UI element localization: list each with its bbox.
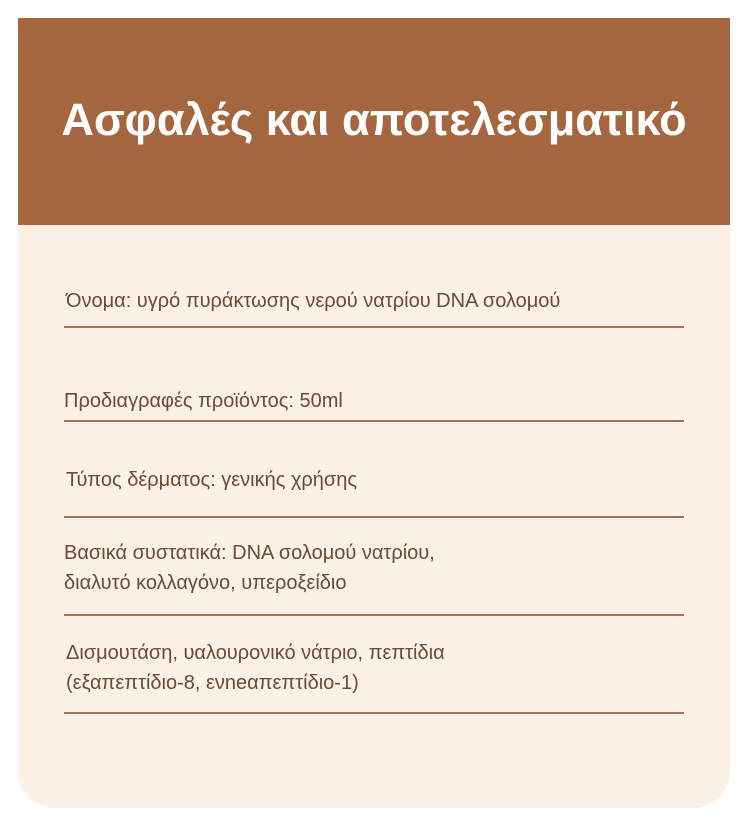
spec-name xyxy=(66,286,560,316)
spec-skin-type xyxy=(66,465,357,495)
divider xyxy=(64,420,684,422)
spec-skin-type-line: Τύπος δέρματος: γενικής χρήσης xyxy=(66,469,358,491)
divider xyxy=(64,712,684,714)
divider xyxy=(64,614,684,616)
spec-ingredients xyxy=(64,538,435,598)
spec-ingredients-line-1: Βασικά συστατικά: DNA σολομού νατρίου, xyxy=(64,542,435,564)
spec-ingredients-line-2: διαλυτό κολλαγόνο, υπεροξείδιο xyxy=(64,572,347,594)
divider xyxy=(64,326,684,328)
spec-more-ingredients-line-1: Δισμουτάση, υαλουρονικό νάτριο, πεπτίδια xyxy=(66,642,445,664)
spec-name-line: Όνομα: υγρό πυράκτωσης νερού νατρίου DNA σολομού xyxy=(66,290,561,312)
spec-volume-line: Προδιαγραφές προϊόντος: 50ml xyxy=(64,390,343,412)
page-title: Ασφαλές και αποτελεσματικό xyxy=(61,94,687,145)
spec-more-ingredients-line-2: (εξαπεπτίδιο-8, ενneαπεπτίδιο-1) xyxy=(66,672,359,694)
divider xyxy=(64,516,684,518)
spec-volume xyxy=(64,386,343,416)
spec-more-ingredients xyxy=(66,638,445,698)
header-banner xyxy=(18,18,730,225)
